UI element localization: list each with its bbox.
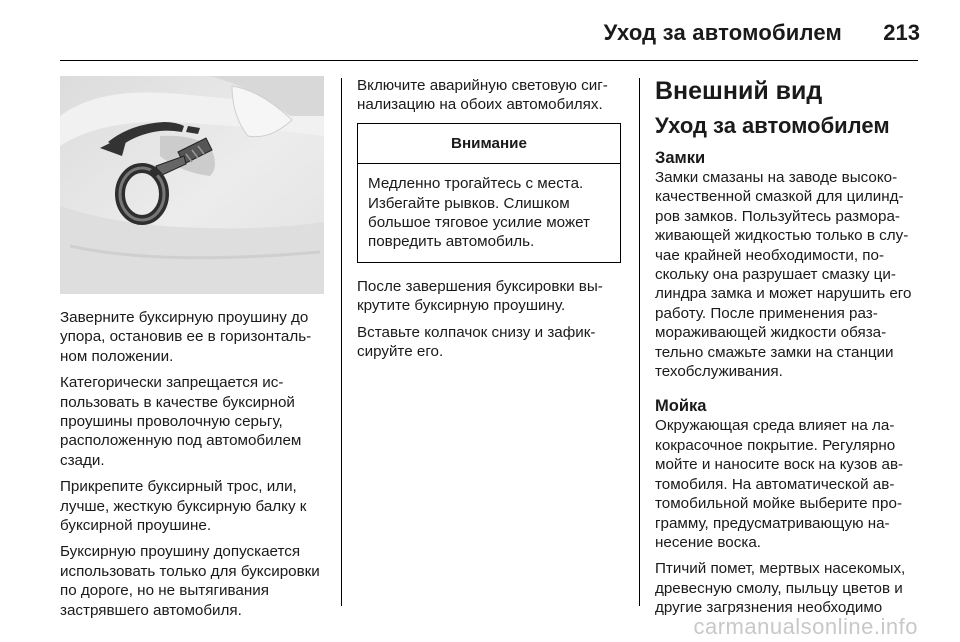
locks-heading: Замки <box>655 149 706 167</box>
illustration-svg <box>60 76 324 294</box>
watermark: carmanualsonline.info <box>693 614 918 639</box>
paragraph: Категорически запрещается использовать в качестве буксирной проушины проволочную серьгу, расположенную под автомобилем сзади. <box>60 374 302 469</box>
column-divider-1 <box>341 78 342 606</box>
spacer <box>655 388 923 396</box>
header-rule <box>60 60 918 61</box>
paragraph: Буксирную проушину допускается использовать только для буксировки по дороге, но не вытягивания застрявшего автомобиля. <box>60 543 320 619</box>
subsection-title: Уход за автомобилем <box>655 113 890 138</box>
wash-text: Окружающая среда влияет на лакокрасочное покрытие. Регулярно мойте и наносите воск на кузов автомобиля. На автоматической автомобильной мойке выберите программу, предусматривающую нанесение воска. <box>655 417 904 551</box>
paragraph: Вставьте колпачок снизу и зафиксируйте его. <box>357 323 596 361</box>
hazard-lights-instruction: Включите аварийную световую сигнализацию на обоих автомобилях. <box>357 77 608 114</box>
column-2 <box>357 76 623 368</box>
paragraph: Прикрепите буксирный трос, или, лучше, жесткую буксирную балку к буксирной проушине. <box>60 478 307 535</box>
page-number: 213 <box>883 20 920 45</box>
wash-heading: Мойка <box>655 397 707 416</box>
warning-title: Внимание <box>358 124 620 164</box>
col1-text <box>60 308 326 620</box>
column-3 <box>655 76 923 625</box>
warning-box <box>357 123 621 263</box>
tow-eye-illustration <box>60 76 324 294</box>
section-title: Внешний вид <box>655 77 823 105</box>
warning-text: Медленно трогайтесь с места. Избегайте рывков. Слишком большое тяговое усилие может повредить автомобиль. <box>368 175 591 251</box>
paragraph: После завершения буксировки выкрутите буксирную проушину. <box>357 277 603 315</box>
column-1 <box>60 76 326 627</box>
column-divider-2 <box>639 78 640 606</box>
paragraph: Заверните буксирную проушину до упора, остановив ее в горизонтальном положении. <box>60 309 312 365</box>
locks-text: Замки смазаны на заводе высококачественной смазкой для цилиндров замков. Пользуйтесь размораживающей жидкостью только в случае крайней необходимости, поскольку она разрушает смазку цилиндра замка и может нарушить его работу. После применения размораживающей жидкости обязательно смажьте замки на станции техобслуживания. <box>655 169 912 381</box>
wash-text-2: Птичий помет, мертвых насекомых, древесную смолу, пыльцу цветов и другие загрязнения необходимо <box>655 560 906 617</box>
page-header <box>0 14 960 54</box>
header-title: Уход за автомобилем <box>603 20 842 45</box>
